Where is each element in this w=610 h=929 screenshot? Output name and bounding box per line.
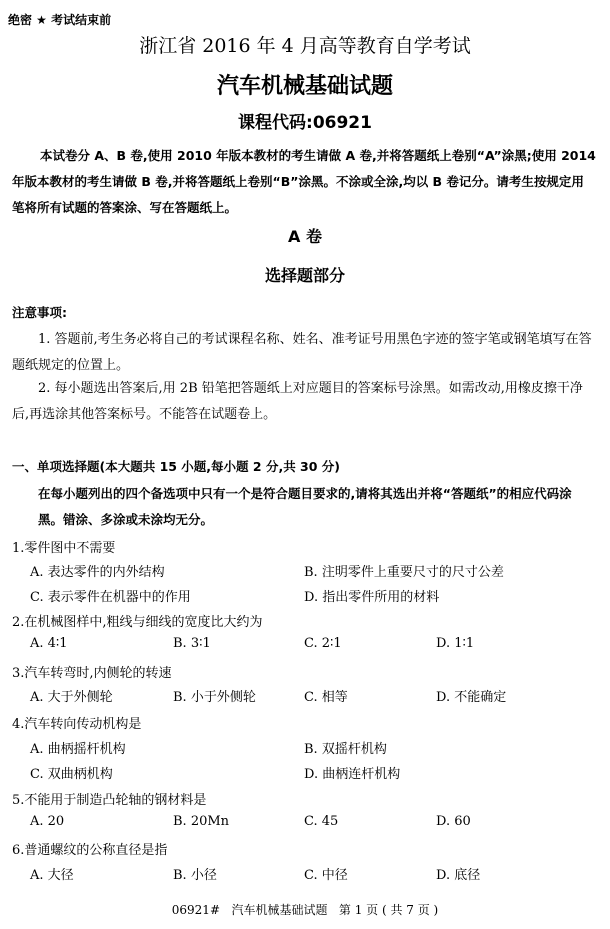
question-option: C. 表示零件在机器中的作用 [30,590,191,605]
question-option: A. 曲柄摇杆机构 [30,742,126,757]
exam-intro: 本试卷分 A、B 卷,使用 2010 年版本教材的考生请做 A 卷,并将答题纸上卷别“A”涂黑;使用 2014 年版本教材的考生请做 B 卷,并将答题纸上卷别“B”涂黑。不涂或全涂,均以 B 卷记分。请考生按规定用笔将所有试题的答案涂、写在答题纸上。 [12,148,596,215]
question-option: A. 20 [30,814,65,829]
question-option: D. 指出零件所用的材料 [304,590,440,605]
question-stem: 3.汽车转弯时,内侧轮的转速 [12,666,172,681]
question-option: A. 大于外侧轮 [30,690,113,705]
question-option: D. 1∶1 [436,636,475,651]
question-option: A. 表达零件的内外结构 [30,565,165,580]
question-option: C. 2∶1 [304,636,342,651]
part1-heading: 一、单项选择题(本大题共 15 小题,每小题 2 分,共 30 分) [12,459,341,474]
question-option: A. 大径 [30,868,74,883]
question-option: C. 相等 [304,690,348,705]
question-option: C. 双曲柄机构 [30,767,113,782]
question-option: D. 60 [436,814,471,829]
question-option: C. 中径 [304,868,348,883]
confidential-label: 绝密 ★ 考试结束前 [8,13,112,27]
question-option: B. 小于外侧轮 [173,690,256,705]
question-stem: 4.汽车转向传动机构是 [12,717,142,732]
question-option: A. 4∶1 [30,636,68,651]
question-option: B. 小径 [173,868,217,883]
course-code: 课程代码:06921 [238,113,372,133]
page-footer: 06921# 汽车机械基础试题 第 1 页 ( 共 7 页 ) [171,903,439,917]
question-stem: 2.在机械图样中,粗线与细线的宽度比大约为 [12,615,263,630]
question-option: C. 45 [304,814,339,829]
part1-instruction: 在每小题列出的四个备选项中只有一个是符合题目要求的,请将其选出并将“答题纸”的相应代码涂黑。错涂、多涂或未涂均无分。 [38,486,572,527]
volume-label: A 卷 [288,227,322,246]
section-label: 选择题部分 [264,266,345,285]
question-stem: 5.不能用于制造凸轮轴的钢材料是 [12,793,207,808]
question-stem: 1.零件图中不需要 [12,541,116,556]
question-option: B. 双摇杆机构 [304,742,387,757]
notice-title: 注意事项: [12,305,67,320]
question-option: B. 注明零件上重要尺寸的尺寸公差 [304,565,504,580]
exam-title: 浙江省 2016 年 4 月高等教育自学考试 [139,35,471,57]
question-option: D. 底径 [436,868,481,883]
question-option: D. 曲柄连杆机构 [304,767,401,782]
notice-item-1: 1. 答题前,考生务必将自己的考试课程名称、姓名、准考证号用黑色字迹的签字笔或钢笔填写在答题纸规定的位置上。 [12,332,592,373]
question-option: B. 20Mn [173,814,230,829]
notice-item-2: 2. 每小题选出答案后,用 2B 铅笔把答题纸上对应题目的答案标号涂黑。如需改动,用橡皮擦干净后,再选涂其他答案标号。不能答在试题卷上。 [12,381,583,422]
subject-title: 汽车机械基础试题 [216,74,393,99]
question-option: B. 3∶1 [173,636,211,651]
question-stem: 6.普通螺纹的公称直径是指 [12,843,168,858]
question-option: D. 不能确定 [436,690,507,705]
